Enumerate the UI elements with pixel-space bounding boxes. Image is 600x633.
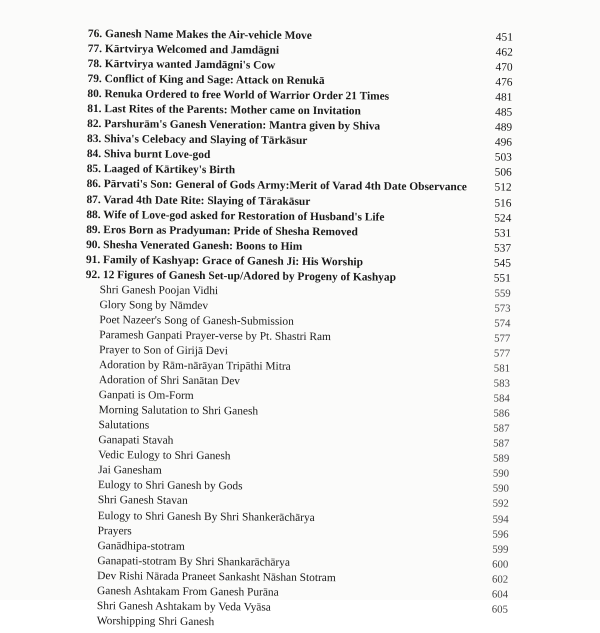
toc-entry-page-number: 604 xyxy=(478,587,508,602)
toc-entry-page-number: 481 xyxy=(482,91,512,106)
toc-entry-page-number: 587 xyxy=(479,422,509,437)
toc-entry-title: Adoration of Shri Sanātan Dev xyxy=(85,373,480,391)
toc-entry-page-number: 590 xyxy=(479,467,509,482)
toc-entry-title: Ganesh Ashtakam From Ganesh Purāna xyxy=(83,584,478,602)
toc-entry-page-number: 587 xyxy=(479,437,509,452)
toc-entry-page-number: 531 xyxy=(481,226,511,241)
toc-entry-title: 78. Kārtvirya wanted Jamdāgni's Cow xyxy=(88,57,483,75)
table-of-contents xyxy=(83,27,513,633)
toc-entry-title: 86. Pārvati's Son: General of Gods Army:Merit of Varad 4th Date Observance xyxy=(87,177,482,195)
toc-entry-page-number: 524 xyxy=(481,211,511,226)
toc-entry-title: Morning Salutation to Shri Ganesh xyxy=(85,403,480,421)
toc-entry-page-number: 594 xyxy=(479,512,509,527)
toc-entry-page-number: 596 xyxy=(479,527,509,542)
toc-entry-title: 76. Ganesh Name Makes the Air-vehicle Move xyxy=(88,27,483,45)
toc-entry-title: 92. 12 Figures of Ganesh Set-up/Adored by Progeny of Kashyap xyxy=(86,268,481,286)
toc-entry-page-number: 574 xyxy=(480,316,510,331)
toc-appendix-entry xyxy=(83,614,508,633)
toc-entry-page-number: 599 xyxy=(478,542,508,557)
toc-entry-title: Shri Ganesh Stavan xyxy=(84,493,479,511)
toc-entry-title: 80. Renuka Ordered to free World of Warrior Order 21 Times xyxy=(87,87,482,105)
toc-entry-page-number: 545 xyxy=(481,256,511,271)
toc-entry-page-number: 577 xyxy=(480,346,510,361)
toc-entry-page-number: 470 xyxy=(483,61,513,76)
toc-entry-page-number: 589 xyxy=(479,452,509,467)
toc-entry-page-number: 485 xyxy=(482,106,512,121)
toc-entry-page-number: 559 xyxy=(481,286,511,301)
toc-entry-title: 83. Shiva's Celebacy and Slaying of Tārkāsur xyxy=(87,132,482,150)
toc-entry-title: 82. Parshurām's Ganesh Veneration: Mantra given by Shiva xyxy=(87,117,482,135)
toc-entry-title: 79. Conflict of King and Sage: Attack on Renukā xyxy=(87,72,482,90)
toc-entry-title: Eulogy to Shri Ganesh By Shri Shankerāchārya xyxy=(84,508,479,526)
toc-entry-page-number: 600 xyxy=(478,557,508,572)
toc-entry-title: Adoration by Rām-nārāyan Tripāthi Mitra xyxy=(85,358,480,376)
toc-entry-title: Ganapati-stotram By Shri Shankarāchārya xyxy=(83,554,478,572)
toc-entry-title: Shri Ganesh Poojan Vidhi xyxy=(86,283,481,301)
toc-entry-page-number: 602 xyxy=(478,572,508,587)
toc-entry-page-number: 496 xyxy=(482,136,512,151)
toc-entry-page-number: 573 xyxy=(480,301,510,316)
toc-entry-page-number: 451 xyxy=(483,30,513,45)
toc-entry-title: Vedic Eulogy to Shri Ganesh xyxy=(84,448,479,466)
toc-entry-title: Prayers xyxy=(84,524,479,542)
toc-entry-title: Poet Nazeer's Song of Ganesh-Submission xyxy=(85,313,480,331)
toc-entry-title: Ganādhipa-stotram xyxy=(83,539,478,557)
toc-entry-title: 77. Kārtvirya Welcomed and Jamdāgni xyxy=(88,42,483,60)
toc-entry-title: Prayer to Son of Girijā Devi xyxy=(85,343,480,361)
toc-entry-page-number: 605 xyxy=(478,602,508,617)
toc-entry-title: Ganapati Stavah xyxy=(84,433,479,451)
toc-entry-page-number: 586 xyxy=(480,407,510,422)
toc-entry-page-number: 583 xyxy=(480,377,510,392)
toc-entry-title: Glory Song by Nāmdev xyxy=(86,298,481,316)
toc-entry-page-number: 577 xyxy=(480,331,510,346)
toc-entry-title: 85. Laaged of Kārtikey's Birth xyxy=(87,162,482,180)
toc-entry-title: Ganpati is Om-Form xyxy=(85,388,480,406)
toc-entry-page-number: 537 xyxy=(481,241,511,256)
toc-entry-title: Eulogy to Shri Ganesh by Gods xyxy=(84,478,479,496)
toc-entry-page-number: 462 xyxy=(483,45,513,60)
toc-entry-page-number: 551 xyxy=(481,271,511,286)
toc-entry-title: 90. Shesha Venerated Ganesh: Boons to Him xyxy=(86,238,481,256)
toc-entry-title: 84. Shiva burnt Love-god xyxy=(87,147,482,165)
toc-entry-page-number: 506 xyxy=(482,166,512,181)
toc-entry-page-number: 512 xyxy=(482,181,512,196)
toc-entry-page-number: 503 xyxy=(482,151,512,166)
toc-entry-page-number: 590 xyxy=(479,482,509,497)
toc-entry-title: 89. Eros Born as Pradyuman: Pride of Shesha Removed xyxy=(86,223,481,241)
toc-entry-title: 88. Wife of Love-god asked for Restoration of Husband's Life xyxy=(86,208,481,226)
toc-entry-title: Jai Ganesham xyxy=(84,463,479,481)
toc-entry-page-number: 476 xyxy=(482,76,512,91)
toc-entry-page-number: 592 xyxy=(479,497,509,512)
toc-entry-page-number: 584 xyxy=(480,392,510,407)
toc-entry-title: 81. Last Rites of the Parents: Mother came on Invitation xyxy=(87,102,482,120)
toc-entry-title: Shri Ganesh Ashtakam by Veda Vyāsa xyxy=(83,599,478,617)
toc-entry-title: Salutations xyxy=(84,418,479,436)
toc-entry-page-number: 516 xyxy=(481,196,511,211)
toc-entry-title: Paramesh Ganpati Prayer-verse by Pt. Shastri Ram xyxy=(85,328,480,346)
toc-entry-title: 91. Family of Kashyap: Grace of Ganesh Ji: His Worship xyxy=(86,253,481,271)
toc-entry-title: 87. Varad 4th Date Rite: Slaying of Tārakāsur xyxy=(86,193,481,211)
toc-entry-page-number: 489 xyxy=(482,121,512,136)
toc-entry-title: Dev Rishi Nārada Praneet Sankasht Nāshan Stotram xyxy=(83,569,478,587)
toc-entry-title: Worshipping Shri Ganesh xyxy=(83,614,478,632)
toc-entry-page-number: 581 xyxy=(480,361,510,376)
